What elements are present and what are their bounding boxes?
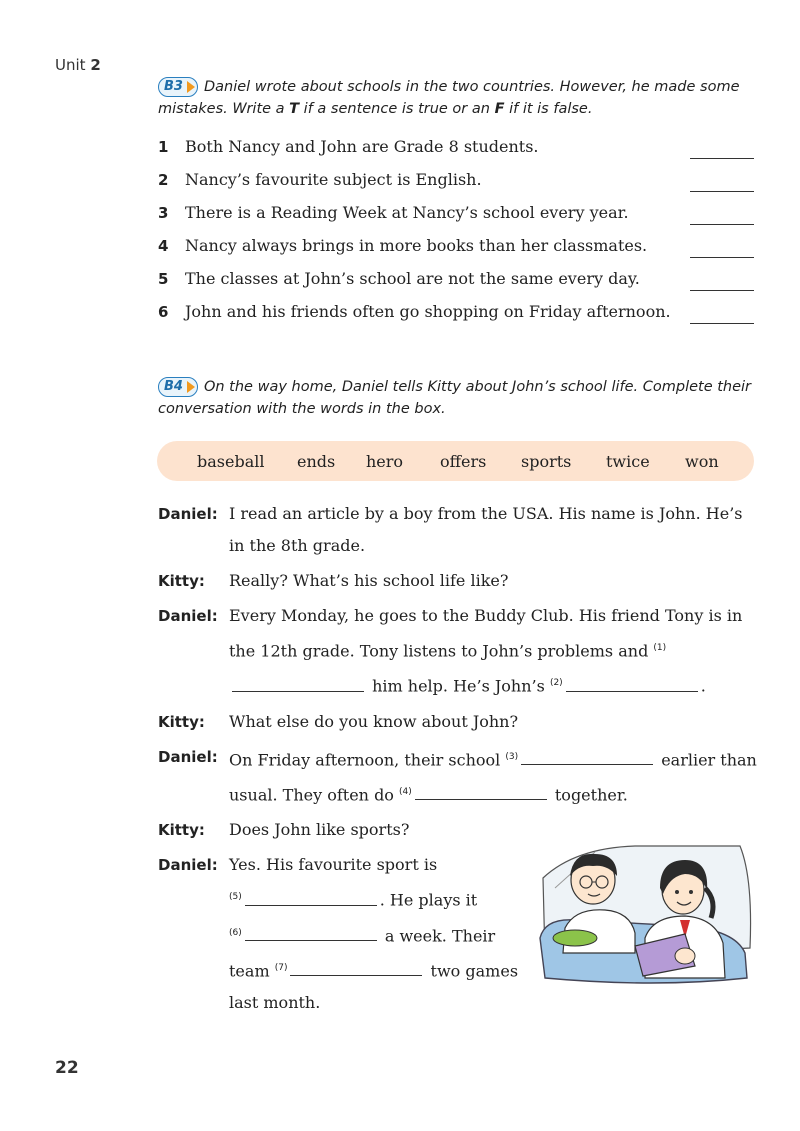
play-arrow-icon: [187, 381, 195, 393]
speaker-name: Kitty:: [158, 572, 205, 590]
speech-segment: Every Monday, he goes to the Buddy Club. His friend Tony is in the 12th grade. Tony listens to John’s problems and: [229, 606, 743, 661]
answer-blank[interactable]: [690, 239, 754, 258]
answer-blank[interactable]: [690, 206, 754, 225]
speaker-name: Daniel:: [158, 747, 218, 766]
item-statement: There is a Reading Week at Nancy’s school every year.: [185, 203, 629, 222]
list-item: [158, 163, 754, 196]
word-item: offers: [440, 451, 487, 471]
speech-text: Does John like sports?: [229, 820, 410, 840]
word-item: sports: [521, 451, 572, 471]
b4-instruction: [158, 376, 758, 420]
speech-segment: .: [700, 676, 706, 696]
fill-blank-5[interactable]: [245, 891, 377, 906]
fill-blank-3[interactable]: [521, 750, 653, 765]
word-item: hero: [366, 451, 404, 471]
b3-instruction-text-3: if it is false.: [504, 101, 593, 117]
answer-blank[interactable]: [690, 272, 754, 291]
item-statement: The classes at John’s school are not the same every day.: [185, 269, 640, 288]
blank-number: (3): [505, 751, 519, 762]
blank-number: (4): [399, 786, 412, 797]
word-item: twice: [606, 451, 650, 471]
item-number: 5: [158, 269, 169, 288]
item-statement: Nancy’s favourite subject is English.: [185, 170, 482, 189]
play-arrow-icon: [187, 81, 195, 93]
speech-segment: him help. He’s John’s: [372, 676, 545, 696]
blank-number: (1): [653, 643, 667, 653]
speech-text: [229, 849, 529, 1019]
page-number: 22: [55, 1058, 79, 1078]
b4-badge: [158, 377, 198, 397]
dialog-turn: [158, 706, 758, 738]
blank-number: (2): [549, 678, 563, 689]
speaker-name: Kitty:: [158, 712, 205, 731]
item-number: 6: [158, 302, 169, 321]
list-item: [158, 130, 754, 163]
b4-instruction-text: On the way home, Daniel tells Kitty about John’s school life. Complete their conversation with the words in the box.: [158, 379, 752, 417]
unit-label-text: Unit: [55, 56, 86, 74]
speaker-name: Daniel:: [158, 505, 218, 523]
word-box: [157, 441, 754, 481]
dialog-turn: [158, 600, 758, 703]
list-item: [158, 262, 754, 295]
students-illustration: [535, 838, 755, 988]
item-statement: Both Nancy and John are Grade 8 students.: [185, 137, 539, 156]
b3-instruction: [158, 76, 758, 120]
item-number: 1: [158, 137, 169, 156]
list-item: [158, 229, 754, 262]
item-number: 4: [158, 236, 169, 255]
fill-blank-4[interactable]: [415, 785, 547, 800]
b3-instruction-t: T: [289, 101, 300, 117]
true-false-list: [158, 130, 754, 328]
speech-text: [229, 741, 758, 812]
fill-blank-7[interactable]: [290, 961, 422, 976]
speech-text: What else do you know about John?: [229, 711, 519, 731]
speech-text: [229, 600, 758, 703]
word-item: baseball: [197, 451, 265, 471]
b3-badge-label: B3: [164, 79, 183, 94]
item-number: 3: [158, 203, 169, 222]
unit-number: 2: [90, 56, 101, 74]
blank-number: (7): [274, 962, 288, 973]
speaker-name: Daniel:: [158, 856, 218, 875]
speech-segment: a week. Their team: [229, 925, 496, 981]
b3-badge: [158, 77, 198, 97]
blank-number: (5): [229, 892, 242, 903]
item-statement: John and his friends often go shopping on Friday afternoon.: [185, 302, 671, 321]
speaker-name: Daniel:: [158, 607, 218, 625]
blank-number: (6): [229, 927, 242, 938]
fill-blank-2[interactable]: [566, 677, 698, 692]
b3-instruction-f: F: [494, 101, 505, 117]
speech-segment: together.: [554, 785, 628, 805]
fill-blank-6[interactable]: [245, 926, 377, 941]
fill-blank-1[interactable]: [232, 677, 364, 692]
speech-segment: Yes. His favourite sport is: [229, 855, 438, 875]
b3-instruction-text-2: if a sentence is true or an: [299, 101, 495, 117]
list-item: [158, 295, 754, 328]
answer-blank[interactable]: [690, 173, 754, 192]
word-item: ends: [297, 451, 336, 471]
answer-blank[interactable]: [690, 305, 754, 324]
dialog-turn: [158, 741, 758, 812]
speaker-name: Kitty:: [158, 821, 205, 840]
b3-instruction-text-1: Daniel wrote about schools in the two countries. However, he made some mistakes. Write a: [158, 79, 740, 117]
list-item: [158, 196, 754, 229]
b4-badge-label: B4: [164, 379, 183, 394]
word-item: won: [685, 451, 719, 471]
answer-blank[interactable]: [690, 140, 754, 159]
speech-segment: two games last month.: [229, 961, 519, 1013]
speech-segment: On Friday afternoon, their school: [229, 749, 501, 769]
speech-text: Really? What’s his school life like?: [229, 571, 509, 590]
speech-segment: . He plays it: [379, 890, 478, 910]
item-number: 2: [158, 170, 169, 189]
unit-label: [55, 56, 101, 74]
item-statement: Nancy always brings in more books than her classmates.: [185, 236, 648, 255]
speech-segment: earlier than usual. They often do: [229, 749, 757, 805]
dialog-turn: [158, 565, 758, 597]
dialog-turn: [158, 498, 758, 562]
speech-text: I read an article by a boy from the USA. His name is John. He’s in the 8th grade.: [229, 504, 743, 555]
